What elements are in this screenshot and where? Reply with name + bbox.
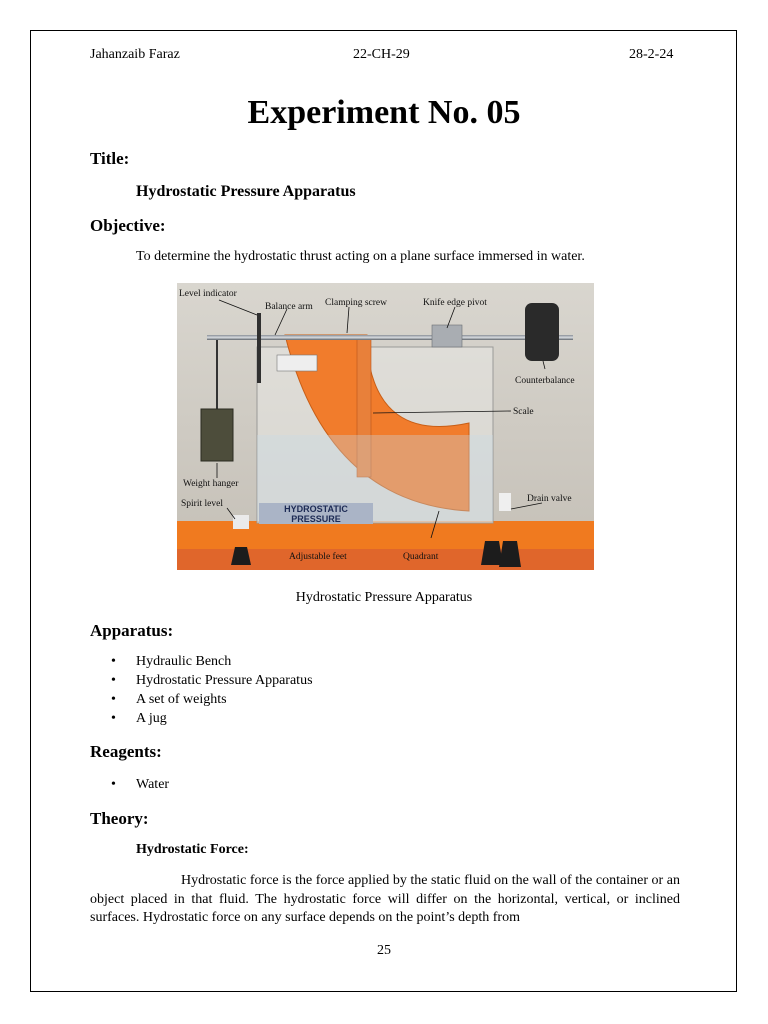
reagents-item: Water [136, 777, 170, 792]
apparatus-item: Hydraulic Bench [136, 654, 232, 669]
hydrostatic-force-heading: Hydrostatic Force: [136, 842, 249, 857]
experiment-title: Experiment No. 05 [247, 94, 521, 131]
header-roll-number: 22-CH-29 [353, 47, 410, 62]
level-indicator-post [257, 313, 261, 383]
apparatus-item: A jug [136, 711, 167, 726]
panel-text-1: HYDROSTATIC [284, 504, 348, 514]
label-counterbalance: Counterbalance [515, 376, 575, 386]
header-date: 28-2-24 [629, 47, 674, 62]
label-level-indicator: Level indicator [179, 289, 237, 299]
counterbalance-weight [525, 303, 559, 361]
bullet-dot: • [111, 711, 116, 726]
hydrostatic-force-paragraph: Hydrostatic force is the force applied by the static fluid on the wall of the container or an object placed in that fluid. The hydrostatic force will differ on the horizontal, vertical, or inclined surfaces. Hydrostatic force on any surface depends on the point’s depth from [90, 873, 680, 925]
page-number: 25 [377, 943, 391, 958]
bullet-dot: • [111, 777, 116, 792]
reagents-heading: Reagents: [90, 742, 162, 761]
brand-sticker [277, 355, 317, 371]
label-clamping-screw: Clamping screw [325, 298, 388, 308]
label-quadrant: Quadrant [403, 552, 439, 562]
theory-heading: Theory: [90, 809, 149, 828]
bullet-dot: • [111, 673, 116, 688]
title-text: Hydrostatic Pressure Apparatus [136, 183, 356, 200]
apparatus-figure [177, 283, 594, 570]
panel-text-2: PRESSURE [291, 514, 341, 524]
header-author: Jahanzaib Faraz [90, 47, 180, 62]
weight-stack [201, 409, 233, 461]
balance-arm-rod [207, 335, 573, 340]
label-adjustable-feet: Adjustable feet [289, 552, 347, 562]
knife-edge-pivot-block [432, 325, 462, 347]
apparatus-item: Hydrostatic Pressure Apparatus [136, 673, 313, 688]
title-heading: Title: [90, 149, 130, 168]
apparatus-item: A set of weights [136, 692, 227, 707]
bullet-dot: • [111, 692, 116, 707]
apparatus-heading: Apparatus: [90, 621, 174, 640]
label-balance-arm: Balance arm [265, 302, 313, 312]
label-weight-hanger: Weight hanger [183, 479, 239, 489]
objective-heading: Objective: [90, 216, 166, 235]
label-drain-valve: Drain valve [527, 494, 572, 504]
label-knife-edge-pivot: Knife edge pivot [423, 298, 487, 308]
spirit-level-device [233, 515, 249, 529]
drain-valve-device [499, 493, 511, 511]
bullet-dot: • [111, 654, 116, 669]
label-spirit-level: Spirit level [181, 499, 223, 509]
label-scale: Scale [513, 407, 534, 417]
figure-caption: Hydrostatic Pressure Apparatus [295, 590, 473, 605]
objective-text: To determine the hydrostatic thrust acting on a plane surface immersed in water. [136, 249, 585, 264]
